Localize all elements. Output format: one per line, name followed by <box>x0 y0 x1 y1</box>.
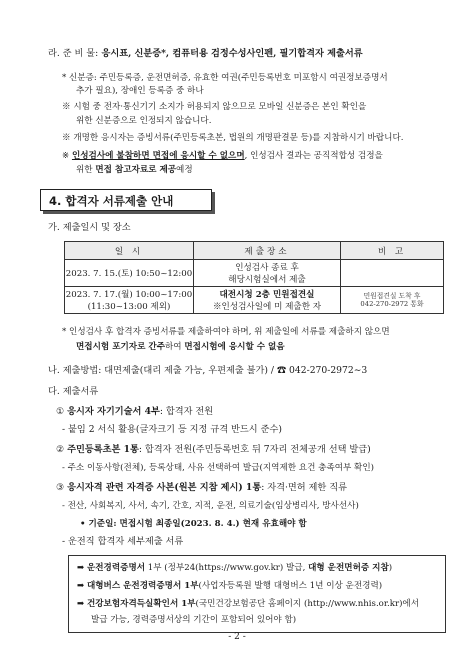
r2-place <box>194 287 341 314</box>
note-id-line1: * 신분증: 주민등록증, 운전면허증, 유효한 여권(주민등록번호 미포함시 여권정보증명서 <box>62 73 388 83</box>
r2-date-b: (11:30~13:00 제외) <box>87 302 171 312</box>
sec-ra-body: 응시표, 신분증*, 컴퓨터용 검정수성사인펜, 필기합격자 제출서류 <box>98 48 363 59</box>
r2-place-a: 대전시청 2층 민원접견실 <box>219 290 315 300</box>
item-1-num: ① <box>56 406 65 417</box>
note-device-line1: ※ 시험 중 전자·통신기기 소지가 허용되지 않으므로 모바일 신분증은 본인 확인을 <box>62 102 367 112</box>
driver-doc-1 <box>77 562 392 574</box>
item-2-bold: 주민등록초본 1통 <box>67 444 139 455</box>
schedule-table <box>64 241 444 314</box>
driver-doc-1-rest: 1부 (정부24(https://www.gov.kr) 발급, <box>145 563 309 573</box>
driver-doc-3 <box>77 598 419 610</box>
item-3-standard: • 기준일: 면접시험 최종일(2023. 8. 4.) 현재 유효해야 함 <box>80 519 307 529</box>
item-1-bold: 응시자 자기기술서 4부 <box>67 406 160 417</box>
table-header-datetime: 일 시 <box>65 242 194 260</box>
table-header-note: 비 고 <box>341 242 444 260</box>
driver-doc-1-bold2: 대형 운전면허증 지참 <box>308 563 389 573</box>
driver-doc-2-bold: 대형버스 운전경력증명서 1부 <box>86 581 199 591</box>
note-id-line2: 추가 필요), 장애인 등록증 중 하나 <box>76 86 204 96</box>
table-row <box>65 287 444 314</box>
driver-doc-2 <box>77 580 382 592</box>
arrow-bullet-icon: ➡ <box>77 563 85 573</box>
item-1 <box>56 406 213 418</box>
sec-na: 나. 제출방법: 대면제출(대리 제출 가능, 우편제출 불가) / ☎ 042-270-2972∼3 <box>48 365 368 376</box>
r1-place <box>194 260 341 287</box>
r2-place-b: ※인성검사일에 미 제출한 자 <box>212 302 322 312</box>
item-3 <box>56 482 347 494</box>
r1-place-a: 인성검사 종료 후 <box>235 263 299 273</box>
item-1-sub: - 붙임 2 서식 활용(글자크기 등 지정 규격 반드시 준수) <box>62 424 282 435</box>
after-table-bold2: 면접시험에 응시할 수 없음 <box>184 342 285 352</box>
item-2-rest: : 합격자 전원(주민등록번호 뒤 7자리 전체공개 선택 발급) <box>138 444 371 455</box>
after-table-line2 <box>76 341 285 353</box>
after-table-bold1: 면접시험 포기자로 간주 <box>76 342 165 352</box>
item-1-rest: : 합격자 전원 <box>159 406 214 417</box>
note-personality-rest: , 인성검사 결과는 공직적합성 검정을 <box>244 151 383 161</box>
driver-doc-1-end: ) <box>388 563 393 573</box>
r1-note <box>341 260 444 287</box>
driver-doc-1-bold: 운전경력증명서 <box>86 563 146 573</box>
note-personality-post: 예정 <box>176 165 193 175</box>
item-3-sub2: - 운전직 합격자 세부제출 서류 <box>62 536 184 547</box>
driver-docs-box <box>68 555 446 633</box>
r1-date: 2023. 7. 15.(토) 10:50~12:00 <box>65 260 194 287</box>
r1-place-b: 해당시험실에서 제출 <box>228 275 306 285</box>
r2-note <box>341 287 444 314</box>
driver-doc-2-rest: (사업자등록원 발행 대형버스 1년 이상 운전경력) <box>198 581 383 591</box>
note-rename: ※ 개명한 응시자는 증빙서류(주민등록초본, 법원의 개명판결문 등)를 지참하시기 바랍니다. <box>62 133 404 143</box>
r2-date-a: 2023. 7. 17.(월) 10:00~17:00 <box>65 290 193 300</box>
note-personality-bold2: 면접 참고자료로 제공 <box>95 165 177 175</box>
note-device-line2: 위한 신분증으로 인정되지 않습니다. <box>76 116 212 126</box>
r2-date <box>65 287 194 314</box>
r2-note-a: 민원접견실 도착 후 <box>363 292 421 300</box>
driver-doc-3-bold: 건강보험자격득실확인서 1부 <box>86 599 196 609</box>
item-3-rest: : 자격·면허 제한 직류 <box>261 482 347 493</box>
note-personality-line2 <box>76 164 193 176</box>
item-3-sub: - 전산, 사회복지, 사서, 속기, 간호, 지적, 운전, 의료기술(임상병리사, 방사선사) <box>62 501 359 511</box>
section-heading: 4. 합격자 서류제출 안내 <box>49 194 174 208</box>
item-3-num: ③ <box>56 482 65 493</box>
item-3-bold: 응시자격 관련 자격증 사본(원본 지참 제시) 1통 <box>67 482 262 493</box>
arrow-bullet-icon: ➡ <box>77 599 85 609</box>
after-table-mid: 하여 <box>165 342 185 352</box>
r2-note-b: 042-270-2972 통화 <box>360 300 424 308</box>
item-2 <box>56 444 371 456</box>
arrow-bullet-icon: ➡ <box>77 581 85 591</box>
note-personality-bold: 인성검사에 불참하면 면접에 응시할 수 없으며 <box>71 151 245 161</box>
note-personality-pre: 위한 <box>76 165 96 175</box>
note-personality-line1 <box>62 150 383 162</box>
sec-ra-prefix: 라. 준 비 물: <box>48 48 99 59</box>
table-header-place: 제출장소 <box>194 242 341 260</box>
item-2-num: ② <box>56 444 65 455</box>
sec-da-title: 다. 제출서류 <box>48 386 99 397</box>
table-row <box>65 260 444 287</box>
sec-ga-title: 가. 제출일시 및 장소 <box>48 222 131 233</box>
after-table-line1: * 인성검사 후 합격자 증빙서류를 제출하여야 하며, 위 제출일에 서류를 제출하지 않으면 <box>62 327 390 337</box>
driver-doc-3-rest: (국민건강보험공단 홈페이지 (http://www.nhis.or.kr)에서 <box>195 599 420 609</box>
note-mark: ※ <box>62 151 70 161</box>
section-heading-box <box>40 189 212 211</box>
sec-ra-line <box>48 48 363 60</box>
item-2-sub: - 주소 이동사항(전체), 등록상태, 사유 선택하여 발급(지역제한 요건 충족여부 확인) <box>62 463 375 473</box>
page-number: - 2 - <box>228 632 246 642</box>
driver-doc-3-cont: 발급 가능, 경력증명서상의 기간이 포함되어 있어야 함) <box>91 615 297 625</box>
